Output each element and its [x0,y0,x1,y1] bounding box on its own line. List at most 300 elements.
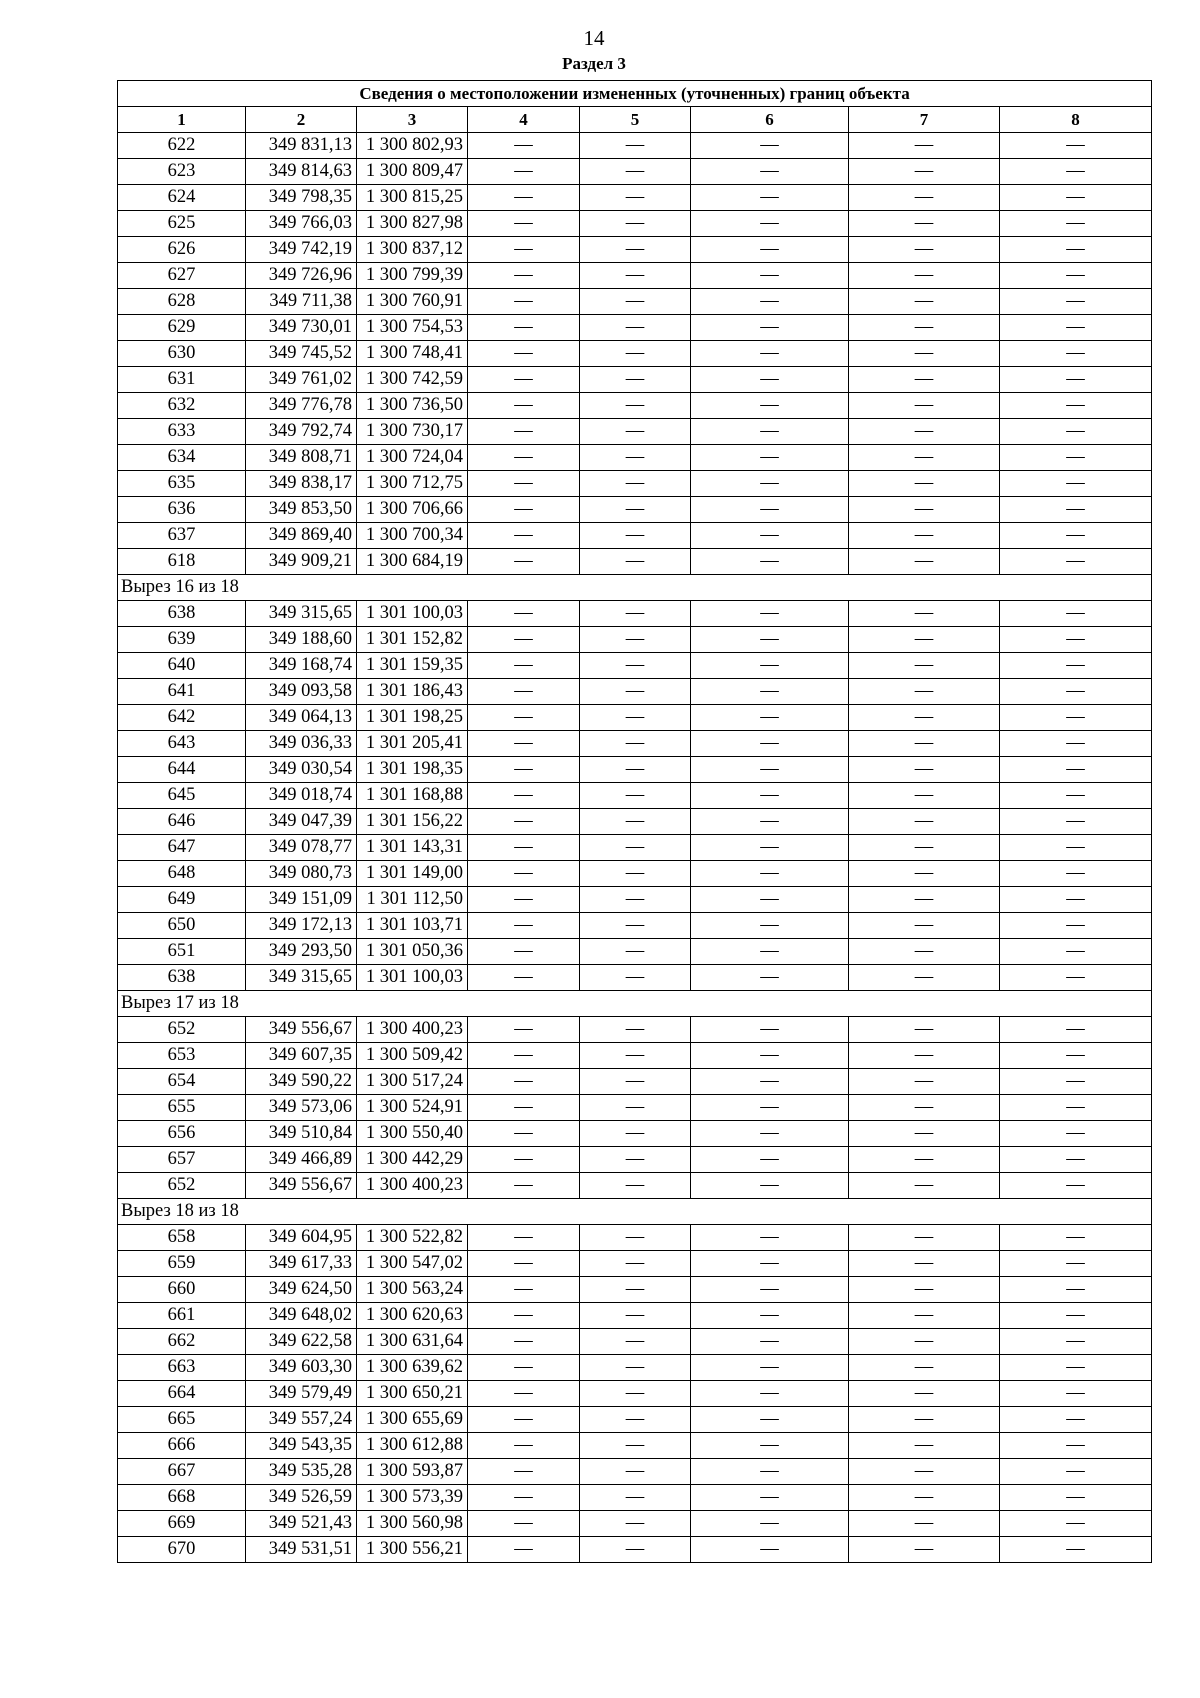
empty-cell: — [1000,133,1152,159]
table-row [118,1173,1152,1199]
coord-x: 349 909,21 [246,549,357,575]
coord-x: 349 745,52 [246,341,357,367]
empty-cell: — [580,341,691,367]
empty-cell: — [1000,965,1152,991]
empty-cell: — [468,1017,580,1043]
empty-cell: — [580,185,691,211]
coord-y: 1 300 837,12 [357,237,468,263]
empty-cell: — [691,1251,849,1277]
coord-x: 349 521,43 [246,1511,357,1537]
empty-cell: — [691,1433,849,1459]
coord-y: 1 301 050,36 [357,939,468,965]
empty-cell: — [849,1017,1000,1043]
empty-cell: — [691,315,849,341]
column-number: 1 [118,107,246,133]
column-number-row [118,107,1152,133]
coord-x: 349 556,67 [246,1173,357,1199]
empty-cell: — [468,887,580,913]
boundary-coordinates-table [117,80,1152,1563]
coord-x: 349 730,01 [246,315,357,341]
coord-x: 349 579,49 [246,1381,357,1407]
table-row [118,1147,1152,1173]
empty-cell: — [849,939,1000,965]
empty-cell: — [468,1225,580,1251]
empty-cell: — [580,1277,691,1303]
empty-cell: — [468,939,580,965]
coord-x: 349 543,35 [246,1433,357,1459]
coord-y: 1 300 748,41 [357,341,468,367]
empty-cell: — [468,809,580,835]
table-row [118,1095,1152,1121]
point-number: 627 [118,263,246,289]
coord-x: 349 172,13 [246,913,357,939]
empty-cell: — [468,1095,580,1121]
empty-cell: — [468,861,580,887]
coord-y: 1 301 143,31 [357,835,468,861]
table-row [118,1459,1152,1485]
empty-cell: — [468,731,580,757]
empty-cell: — [580,1537,691,1563]
table-row [118,1069,1152,1095]
point-number: 670 [118,1537,246,1563]
empty-cell: — [580,1459,691,1485]
empty-cell: — [691,653,849,679]
empty-cell: — [1000,341,1152,367]
empty-cell: — [1000,1095,1152,1121]
coord-x: 349 315,65 [246,965,357,991]
empty-cell: — [691,1303,849,1329]
group-label: Вырез 17 из 18 [118,991,1152,1017]
empty-cell: — [468,1303,580,1329]
table-row [118,913,1152,939]
empty-cell: — [849,913,1000,939]
empty-cell: — [849,1511,1000,1537]
point-number: 669 [118,1511,246,1537]
empty-cell: — [849,731,1000,757]
empty-cell: — [849,1303,1000,1329]
coord-x: 349 869,40 [246,523,357,549]
empty-cell: — [849,523,1000,549]
coord-y: 1 300 547,02 [357,1251,468,1277]
coord-x: 349 776,78 [246,393,357,419]
empty-cell: — [691,835,849,861]
group-header-row [118,991,1152,1017]
group-label: Вырез 18 из 18 [118,1199,1152,1225]
empty-cell: — [1000,1173,1152,1199]
point-number: 618 [118,549,246,575]
section-title: Раздел 3 [562,54,626,73]
empty-cell: — [1000,1355,1152,1381]
empty-cell: — [849,289,1000,315]
coord-x: 349 557,24 [246,1407,357,1433]
empty-cell: — [468,1407,580,1433]
coord-y: 1 301 149,00 [357,861,468,887]
empty-cell: — [849,549,1000,575]
empty-cell: — [849,887,1000,913]
coord-y: 1 300 802,93 [357,133,468,159]
empty-cell: — [468,133,580,159]
empty-cell: — [849,679,1000,705]
empty-cell: — [580,1147,691,1173]
empty-cell: — [849,1355,1000,1381]
empty-cell: — [468,1459,580,1485]
table-row [118,1043,1152,1069]
empty-cell: — [1000,939,1152,965]
empty-cell: — [580,705,691,731]
empty-cell: — [849,1069,1000,1095]
table-row [118,1511,1152,1537]
group-label: Вырез 16 из 18 [118,575,1152,601]
coord-y: 1 300 509,42 [357,1043,468,1069]
coord-x: 349 188,60 [246,627,357,653]
table-row [118,1485,1152,1511]
empty-cell: — [849,159,1000,185]
coord-x: 349 036,33 [246,731,357,757]
empty-cell: — [849,185,1000,211]
coord-x: 349 510,84 [246,1121,357,1147]
coord-y: 1 300 612,88 [357,1433,468,1459]
empty-cell: — [580,1251,691,1277]
point-number: 659 [118,1251,246,1277]
empty-cell: — [1000,653,1152,679]
coord-x: 349 047,39 [246,809,357,835]
page-number: 14 [583,26,605,50]
table-row [118,497,1152,523]
coord-y: 1 301 156,22 [357,809,468,835]
column-number: 4 [468,107,580,133]
empty-cell: — [849,1537,1000,1563]
empty-cell: — [468,471,580,497]
empty-cell: — [580,133,691,159]
point-number: 636 [118,497,246,523]
coord-x: 349 018,74 [246,783,357,809]
coord-y: 1 301 100,03 [357,601,468,627]
empty-cell: — [580,731,691,757]
coord-x: 349 315,65 [246,601,357,627]
empty-cell: — [468,1251,580,1277]
table-row [118,601,1152,627]
empty-cell: — [691,809,849,835]
coord-x: 349 030,54 [246,757,357,783]
point-number: 631 [118,367,246,393]
empty-cell: — [580,679,691,705]
empty-cell: — [468,1381,580,1407]
point-number: 654 [118,1069,246,1095]
empty-cell: — [1000,1537,1152,1563]
coord-x: 349 622,58 [246,1329,357,1355]
table-row [118,1407,1152,1433]
empty-cell: — [468,549,580,575]
coord-y: 1 300 620,63 [357,1303,468,1329]
empty-cell: — [1000,679,1152,705]
empty-cell: — [468,237,580,263]
empty-cell: — [849,627,1000,653]
empty-cell: — [691,601,849,627]
empty-cell: — [691,1069,849,1095]
coord-x: 349 838,17 [246,471,357,497]
empty-cell: — [691,1173,849,1199]
coord-x: 349 168,74 [246,653,357,679]
coord-x: 349 648,02 [246,1303,357,1329]
empty-cell: — [691,523,849,549]
coord-y: 1 300 550,40 [357,1121,468,1147]
empty-cell: — [1000,497,1152,523]
empty-cell: — [1000,237,1152,263]
point-number: 664 [118,1381,246,1407]
empty-cell: — [691,965,849,991]
coord-x: 349 604,95 [246,1225,357,1251]
coord-y: 1 300 736,50 [357,393,468,419]
table-row [118,861,1152,887]
table-row [118,1121,1152,1147]
empty-cell: — [691,1355,849,1381]
table-row [118,159,1152,185]
point-number: 653 [118,1043,246,1069]
empty-cell: — [1000,887,1152,913]
empty-cell: — [580,1173,691,1199]
empty-cell: — [1000,1485,1152,1511]
empty-cell: — [849,1329,1000,1355]
empty-cell: — [849,1459,1000,1485]
empty-cell: — [691,1121,849,1147]
coord-y: 1 300 815,25 [357,185,468,211]
empty-cell: — [1000,523,1152,549]
table-row [118,211,1152,237]
coord-x: 349 808,71 [246,445,357,471]
empty-cell: — [580,289,691,315]
empty-cell: — [468,159,580,185]
empty-cell: — [580,1069,691,1095]
empty-cell: — [849,809,1000,835]
coord-y: 1 300 573,39 [357,1485,468,1511]
empty-cell: — [1000,705,1152,731]
empty-cell: — [691,133,849,159]
point-number: 626 [118,237,246,263]
table-row [118,1225,1152,1251]
table-row [118,939,1152,965]
empty-cell: — [1000,1147,1152,1173]
table-row [118,887,1152,913]
empty-cell: — [1000,289,1152,315]
empty-cell: — [1000,1407,1152,1433]
empty-cell: — [580,627,691,653]
empty-cell: — [468,965,580,991]
point-number: 641 [118,679,246,705]
empty-cell: — [849,1485,1000,1511]
empty-cell: — [468,445,580,471]
empty-cell: — [691,1043,849,1069]
column-number: 2 [246,107,357,133]
point-number: 647 [118,835,246,861]
empty-cell: — [1000,263,1152,289]
empty-cell: — [468,835,580,861]
empty-cell: — [468,1121,580,1147]
empty-cell: — [468,601,580,627]
point-number: 649 [118,887,246,913]
empty-cell: — [580,393,691,419]
coord-y: 1 300 809,47 [357,159,468,185]
column-number: 3 [357,107,468,133]
empty-cell: — [691,679,849,705]
table-row [118,263,1152,289]
coord-y: 1 301 112,50 [357,887,468,913]
empty-cell: — [1000,1381,1152,1407]
point-number: 628 [118,289,246,315]
column-number: 8 [1000,107,1152,133]
coord-x: 349 726,96 [246,263,357,289]
empty-cell: — [580,939,691,965]
table-body [118,133,1152,1563]
empty-cell: — [580,497,691,523]
empty-cell: — [849,211,1000,237]
table-row [118,705,1152,731]
point-number: 642 [118,705,246,731]
empty-cell: — [691,445,849,471]
empty-cell: — [580,1017,691,1043]
empty-cell: — [849,1381,1000,1407]
empty-cell: — [849,315,1000,341]
column-number: 5 [580,107,691,133]
empty-cell: — [468,757,580,783]
empty-cell: — [849,861,1000,887]
empty-cell: — [691,1459,849,1485]
empty-cell: — [468,1277,580,1303]
point-number: 629 [118,315,246,341]
empty-cell: — [1000,419,1152,445]
empty-cell: — [580,1355,691,1381]
coord-y: 1 300 712,75 [357,471,468,497]
empty-cell: — [1000,471,1152,497]
coord-y: 1 300 556,21 [357,1537,468,1563]
point-number: 644 [118,757,246,783]
empty-cell: — [1000,783,1152,809]
empty-cell: — [1000,913,1152,939]
coord-x: 349 151,09 [246,887,357,913]
table-row [118,393,1152,419]
table-row [118,1381,1152,1407]
coord-y: 1 300 724,04 [357,445,468,471]
column-number: 7 [849,107,1000,133]
empty-cell: — [691,913,849,939]
empty-cell: — [849,393,1000,419]
point-number: 632 [118,393,246,419]
empty-cell: — [1000,1303,1152,1329]
table-row [118,757,1152,783]
table-row [118,1355,1152,1381]
coord-x: 349 293,50 [246,939,357,965]
empty-cell: — [1000,809,1152,835]
empty-cell: — [580,601,691,627]
coord-y: 1 301 198,25 [357,705,468,731]
empty-cell: — [580,549,691,575]
coord-y: 1 300 700,34 [357,523,468,549]
empty-cell: — [691,1381,849,1407]
point-number: 624 [118,185,246,211]
table-row [118,471,1152,497]
column-number: 6 [691,107,849,133]
empty-cell: — [1000,1433,1152,1459]
empty-cell: — [849,835,1000,861]
empty-cell: — [1000,835,1152,861]
empty-cell: — [580,1329,691,1355]
empty-cell: — [691,1277,849,1303]
table-row [118,341,1152,367]
empty-cell: — [849,1225,1000,1251]
table-row [118,367,1152,393]
point-number: 652 [118,1017,246,1043]
empty-cell: — [849,445,1000,471]
point-number: 646 [118,809,246,835]
coord-x: 349 624,50 [246,1277,357,1303]
point-number: 656 [118,1121,246,1147]
table-row [118,1433,1152,1459]
coord-y: 1 300 400,23 [357,1173,468,1199]
empty-cell: — [580,1407,691,1433]
empty-cell: — [691,393,849,419]
empty-cell: — [691,419,849,445]
empty-cell: — [468,1173,580,1199]
coord-x: 349 742,19 [246,237,357,263]
table-row [118,133,1152,159]
empty-cell: — [691,471,849,497]
table-row [118,1251,1152,1277]
empty-cell: — [849,783,1000,809]
empty-cell: — [849,263,1000,289]
empty-cell: — [691,211,849,237]
empty-cell: — [468,1537,580,1563]
empty-cell: — [849,601,1000,627]
coord-y: 1 300 754,53 [357,315,468,341]
coord-x: 349 526,59 [246,1485,357,1511]
point-number: 661 [118,1303,246,1329]
table-row [118,549,1152,575]
point-number: 637 [118,523,246,549]
empty-cell: — [468,1355,580,1381]
point-number: 650 [118,913,246,939]
table-row [118,679,1152,705]
coord-x: 349 078,77 [246,835,357,861]
point-number: 630 [118,341,246,367]
empty-cell: — [580,1121,691,1147]
coord-x: 349 556,67 [246,1017,357,1043]
coord-y: 1 300 799,39 [357,263,468,289]
empty-cell: — [468,679,580,705]
empty-cell: — [580,315,691,341]
empty-cell: — [580,419,691,445]
empty-cell: — [691,185,849,211]
coord-y: 1 300 442,29 [357,1147,468,1173]
table-caption-row [118,81,1152,107]
empty-cell: — [468,705,580,731]
table-row [118,1329,1152,1355]
point-number: 635 [118,471,246,497]
empty-cell: — [468,289,580,315]
coord-x: 349 603,30 [246,1355,357,1381]
table-row [118,289,1152,315]
point-number: 658 [118,1225,246,1251]
coord-y: 1 300 827,98 [357,211,468,237]
table-row [118,445,1152,471]
point-number: 623 [118,159,246,185]
empty-cell: — [580,965,691,991]
coord-y: 1 301 186,43 [357,679,468,705]
table-row [118,809,1152,835]
empty-cell: — [691,1017,849,1043]
point-number: 665 [118,1407,246,1433]
empty-cell: — [691,1537,849,1563]
empty-cell: — [1000,627,1152,653]
empty-cell: — [849,1147,1000,1173]
